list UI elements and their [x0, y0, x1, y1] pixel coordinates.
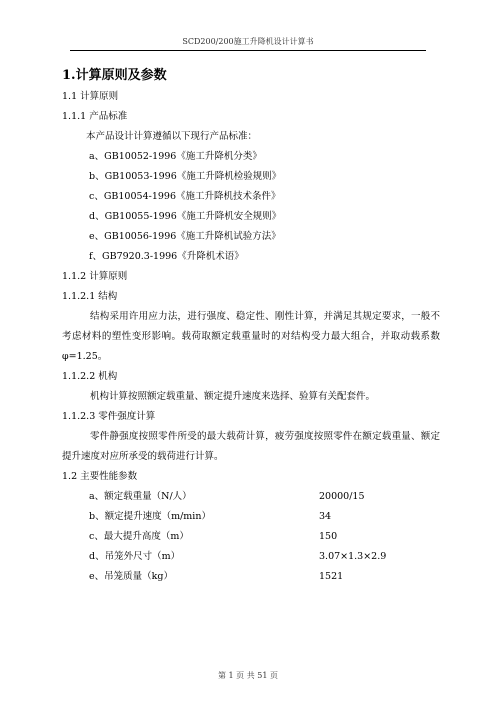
subsection-1-1-2-3: 1.1.2.3 零件强度计算 [62, 411, 156, 422]
param-row [62, 487, 440, 507]
mechanism-paragraph: 机构计算按照额定载重量、额定提升速度来选择、验算有关配套件。 [90, 391, 376, 402]
subsection-1-1-2: 1.1.2 计算原则 [62, 271, 128, 282]
param-label: c、最大提升高度（m） [89, 531, 189, 542]
standard-item: e、GB10056-1996《施工升降机试验方法》 [89, 231, 281, 242]
subsection-1-1-2-1: 1.1.2.1 结构 [62, 291, 118, 302]
standard-item: a、GB10052-1996《施工升降机分类》 [89, 151, 262, 162]
subsection-1-1-2-2: 1.1.2.2 机构 [62, 371, 118, 382]
param-label: a、额定载重量（N/人） [89, 491, 192, 502]
parts-paragraph: 零件静强度按照零件所受的最大载荷计算，疲劳强度按照零件在额定载重量、额定提升速度对应所承受的载荷进行计算。 [62, 431, 440, 462]
param-label: b、额定提升速度（m/min） [89, 511, 211, 522]
param-value: 3.07×1.3×2.9 [319, 551, 387, 562]
param-value: 20000/15 [319, 491, 365, 502]
param-row [62, 507, 440, 527]
param-label: e、吊笼质量（kg） [89, 571, 173, 582]
param-value: 34 [319, 511, 332, 522]
page-header: SCD200/200施工升降机设计计算书 [70, 36, 426, 51]
param-row [62, 527, 440, 547]
param-value: 150 [319, 531, 338, 542]
standards-intro: 本产品设计计算遵循以下现行产品标准： [86, 131, 258, 142]
section-heading: 1.计算原则及参数 [62, 68, 167, 83]
standard-item: b、GB10053-1996《施工升降机检验规则》 [89, 171, 282, 182]
standard-item: c、GB10054-1996《施工升降机技术条件》 [89, 191, 281, 202]
param-row [62, 547, 440, 567]
subsection-1-1-1: 1.1.1 产品标准 [62, 111, 128, 122]
standard-item: d、GB10055-1996《施工升降机安全规则》 [89, 211, 282, 222]
param-label: d、吊笼外尺寸（m） [89, 551, 181, 562]
param-value: 1521 [319, 571, 344, 582]
param-row [62, 567, 440, 587]
page-footer: 第 1 页 共 51 页 [218, 671, 278, 680]
structure-paragraph: 结构采用许用应力法，进行强度、稳定性、刚性计算，并满足其规定要求，一般不考虑材料的塑性变形影响。载荷取额定载重量时的对结构受力最大组合，并取动载系数φ=1.25。 [62, 311, 440, 362]
standard-item: f、GB7920.3-1996《升降机术语》 [89, 251, 244, 262]
subsection-1-2: 1.2 主要性能参数 [62, 471, 138, 482]
subsection-1-1: 1.1 计算原则 [62, 91, 119, 102]
document-body [62, 58, 440, 587]
